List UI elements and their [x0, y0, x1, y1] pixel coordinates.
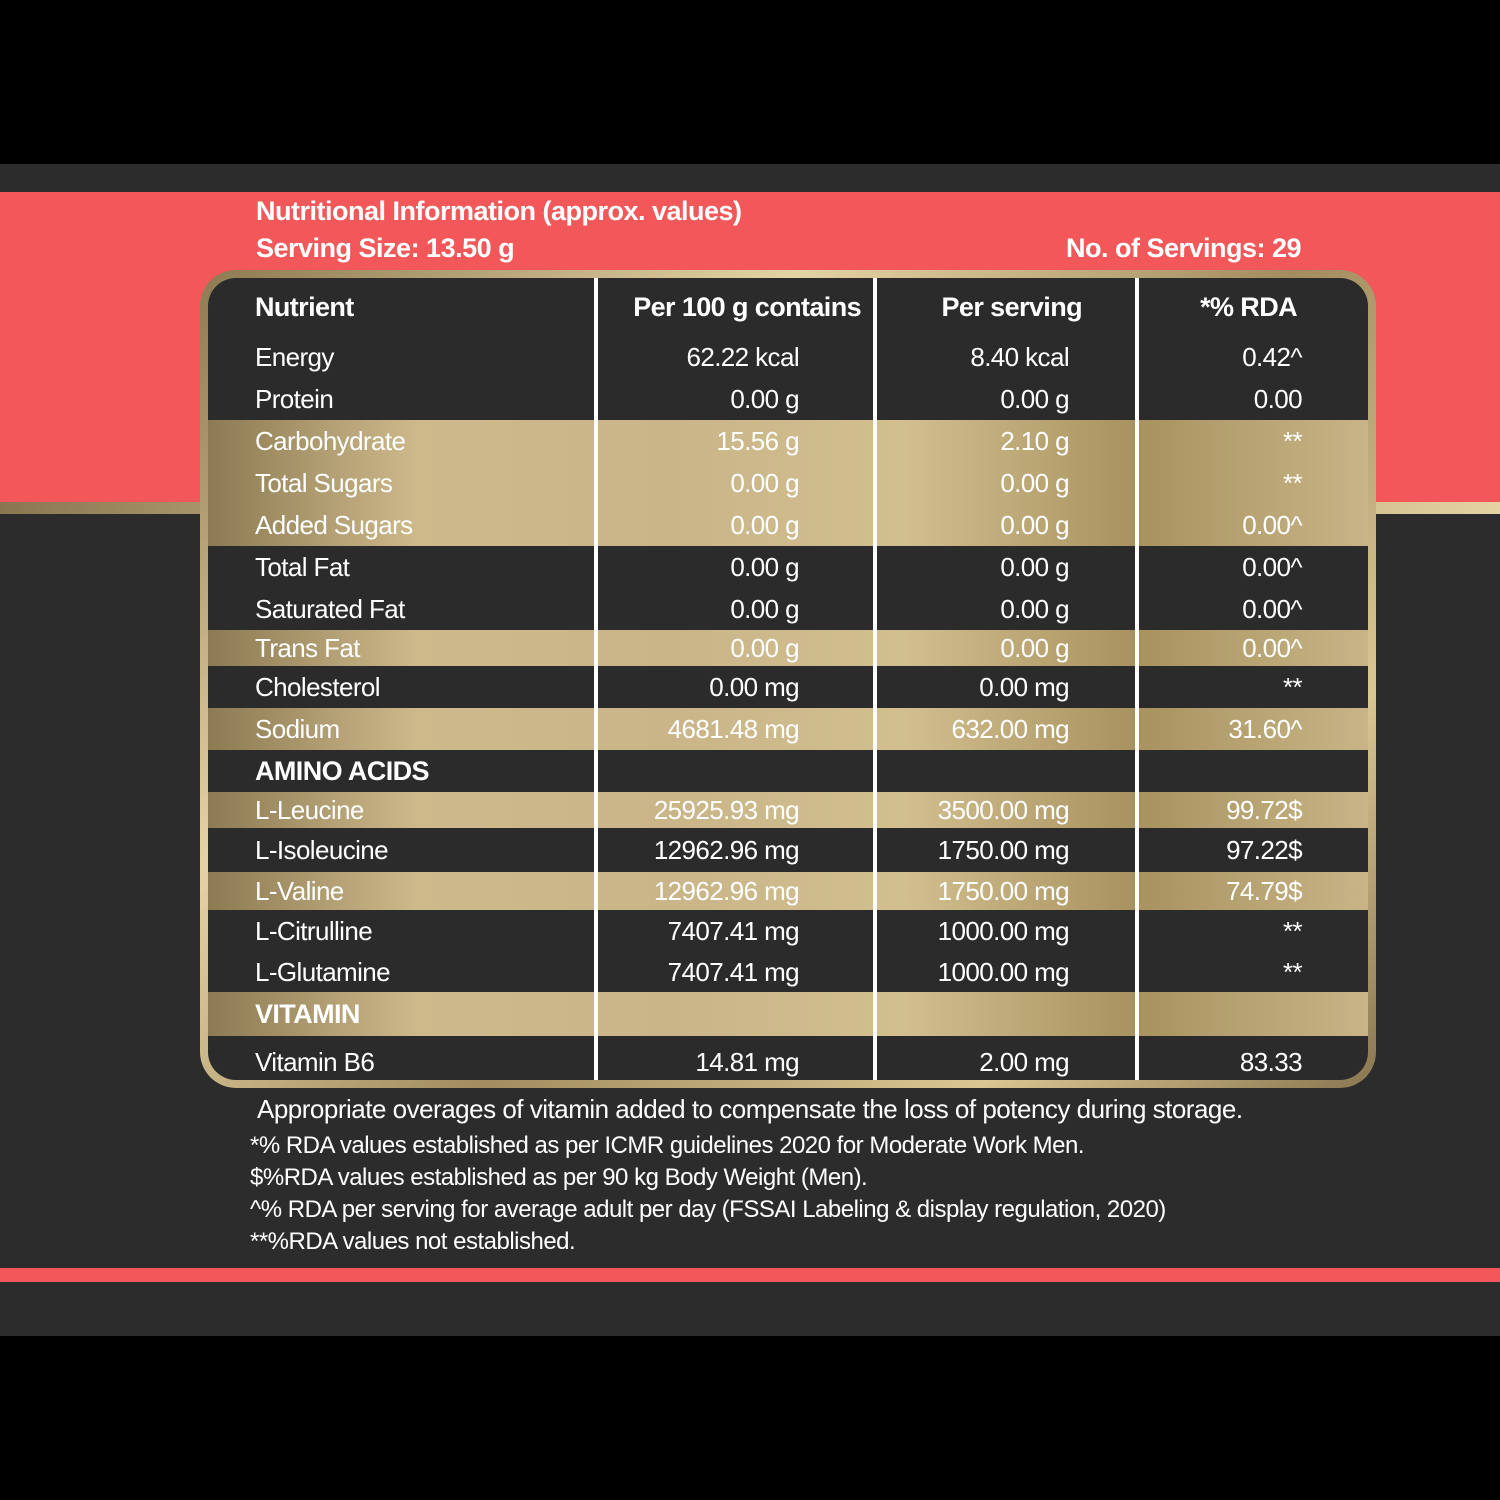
nutrient-name: L-Glutamine: [255, 956, 391, 987]
per-100g-value: 15.56 g: [716, 425, 799, 456]
rda-value: 99.72$: [1226, 794, 1302, 825]
nutrient-name: Saturated Fat: [255, 593, 405, 624]
section-row: [208, 992, 1368, 1036]
rda-value: 0.00^: [1242, 509, 1302, 540]
nutrient-name: Added Sugars: [255, 509, 413, 540]
per-serving-value: 1750.00 mg: [937, 875, 1069, 906]
table-row: [208, 588, 1368, 630]
nutrition-table: [208, 278, 1368, 1080]
table-row: [208, 828, 1368, 872]
nutrient-name: Total Fat: [255, 551, 350, 582]
note-icmr: *% RDA values established as per ICMR guidelines 2020 for Moderate Work Men.: [250, 1132, 1084, 1159]
column-divider: [1135, 278, 1139, 1080]
nutrient-name: Carbohydrate: [255, 425, 406, 456]
per-serving-value: 0.00 g: [1000, 383, 1069, 414]
per-100g-value: 7407.41 mg: [667, 915, 799, 946]
table-row: [208, 872, 1368, 910]
nutrient-name: Energy: [255, 341, 334, 372]
column-header-rda: *% RDA: [1200, 291, 1297, 322]
rda-value: 74.79$: [1226, 875, 1302, 906]
serving-size: Serving Size: 13.50 g: [256, 233, 515, 263]
nutrient-name: Vitamin B6: [255, 1046, 375, 1077]
rda-value: 0.00^: [1242, 593, 1302, 624]
rda-value: **: [1282, 425, 1302, 456]
per-100g-value: 62.22 kcal: [686, 341, 799, 372]
per-serving-value: 0.00 mg: [979, 671, 1069, 702]
rda-value: **: [1282, 956, 1302, 987]
rda-value: **: [1282, 915, 1302, 946]
per-serving-value: 2.00 mg: [979, 1046, 1069, 1077]
table-row: [208, 336, 1368, 378]
table-header-row: [208, 278, 1368, 336]
table-row: [208, 1036, 1368, 1080]
rda-value: **: [1282, 467, 1302, 498]
table-row: [208, 792, 1368, 828]
nutrition-table-frame: [200, 270, 1376, 1088]
servings-count: No. of Servings: 29: [1066, 233, 1302, 263]
per-serving-value: 8.40 kcal: [970, 341, 1069, 372]
per-100g-value: 0.00 g: [730, 509, 799, 540]
nutrient-name: Protein: [255, 383, 334, 414]
coral-bottom-line: [0, 1268, 1500, 1282]
table-row: [208, 378, 1368, 420]
per-serving-value: 0.00 g: [1000, 632, 1069, 663]
nutrient-name: L-Isoleucine: [255, 834, 388, 865]
per-100g-value: 25925.93 mg: [653, 794, 799, 825]
per-serving-value: 1000.00 mg: [937, 915, 1069, 946]
nutrient-name: Sodium: [255, 713, 340, 744]
note-fssai: ^% RDA per serving for average adult per day (FSSAI Labeling & display regulation, 2020): [250, 1196, 1166, 1223]
note-not-established: **%RDA values not established.: [250, 1228, 576, 1255]
per-100g-value: 14.81 mg: [695, 1046, 799, 1077]
per-serving-value: 0.00 g: [1000, 593, 1069, 624]
table-row: [208, 708, 1368, 750]
per-100g-value: 0.00 mg: [709, 671, 799, 702]
per-100g-value: 0.00 g: [730, 632, 799, 663]
column-divider: [873, 278, 877, 1080]
nutrient-name: Total Sugars: [255, 467, 393, 498]
table-row: [208, 952, 1368, 992]
rda-value: 0.00: [1253, 383, 1302, 414]
per-serving-value: 1000.00 mg: [937, 956, 1069, 987]
rda-value: 0.00^: [1242, 632, 1302, 663]
per-100g-value: 12962.96 mg: [653, 875, 799, 906]
nutrient-name: Cholesterol: [255, 671, 380, 702]
note-overages: Appropriate overages of vitamin added to compensate the loss of potency during storage.: [257, 1094, 1243, 1124]
section-row: [208, 750, 1368, 792]
column-divider: [594, 278, 598, 1080]
per-serving-value: 2.10 g: [1000, 425, 1069, 456]
per-100g-value: 12962.96 mg: [653, 834, 799, 865]
nutrient-name: L-Valine: [255, 875, 344, 906]
rda-value: 31.60^: [1228, 713, 1302, 744]
per-serving-value: 3500.00 mg: [937, 794, 1069, 825]
table-row: [208, 462, 1368, 504]
per-serving-value: 632.00 mg: [951, 713, 1069, 744]
per-100g-value: 0.00 g: [730, 551, 799, 582]
column-header-per-100g: Per 100 g contains: [633, 291, 861, 322]
rda-value: 97.22$: [1226, 834, 1302, 865]
nutrient-name: Trans Fat: [255, 632, 360, 663]
table-row: [208, 910, 1368, 952]
per-serving-value: 0.00 g: [1000, 467, 1069, 498]
rda-value: 0.42^: [1242, 341, 1302, 372]
table-row: [208, 504, 1368, 546]
per-serving-value: 0.00 g: [1000, 509, 1069, 540]
table-row: [208, 546, 1368, 588]
table-row: [208, 420, 1368, 462]
per-100g-value: 0.00 g: [730, 467, 799, 498]
rda-value: 0.00^: [1242, 551, 1302, 582]
column-header-nutrient: Nutrient: [255, 291, 354, 322]
rda-value: **: [1282, 671, 1302, 702]
note-bodyweight: $%RDA values established as per 90 kg Body Weight (Men).: [250, 1164, 868, 1191]
per-100g-value: 0.00 g: [730, 593, 799, 624]
table-row: [208, 630, 1368, 666]
nutrient-name: L-Leucine: [255, 794, 364, 825]
per-serving-value: 1750.00 mg: [937, 834, 1069, 865]
nutrient-name: AMINO ACIDS: [255, 755, 429, 786]
per-100g-value: 7407.41 mg: [667, 956, 799, 987]
nutrient-name: VITAMIN: [255, 998, 360, 1029]
label-title: Nutritional Information (approx. values): [256, 196, 742, 226]
per-100g-value: 0.00 g: [730, 383, 799, 414]
rda-value: 83.33: [1239, 1046, 1302, 1077]
table-row: [208, 666, 1368, 708]
nutrient-name: L-Citrulline: [255, 915, 373, 946]
per-serving-value: 0.00 g: [1000, 551, 1069, 582]
column-header-per-serving: Per serving: [941, 291, 1082, 322]
per-100g-value: 4681.48 mg: [667, 713, 799, 744]
